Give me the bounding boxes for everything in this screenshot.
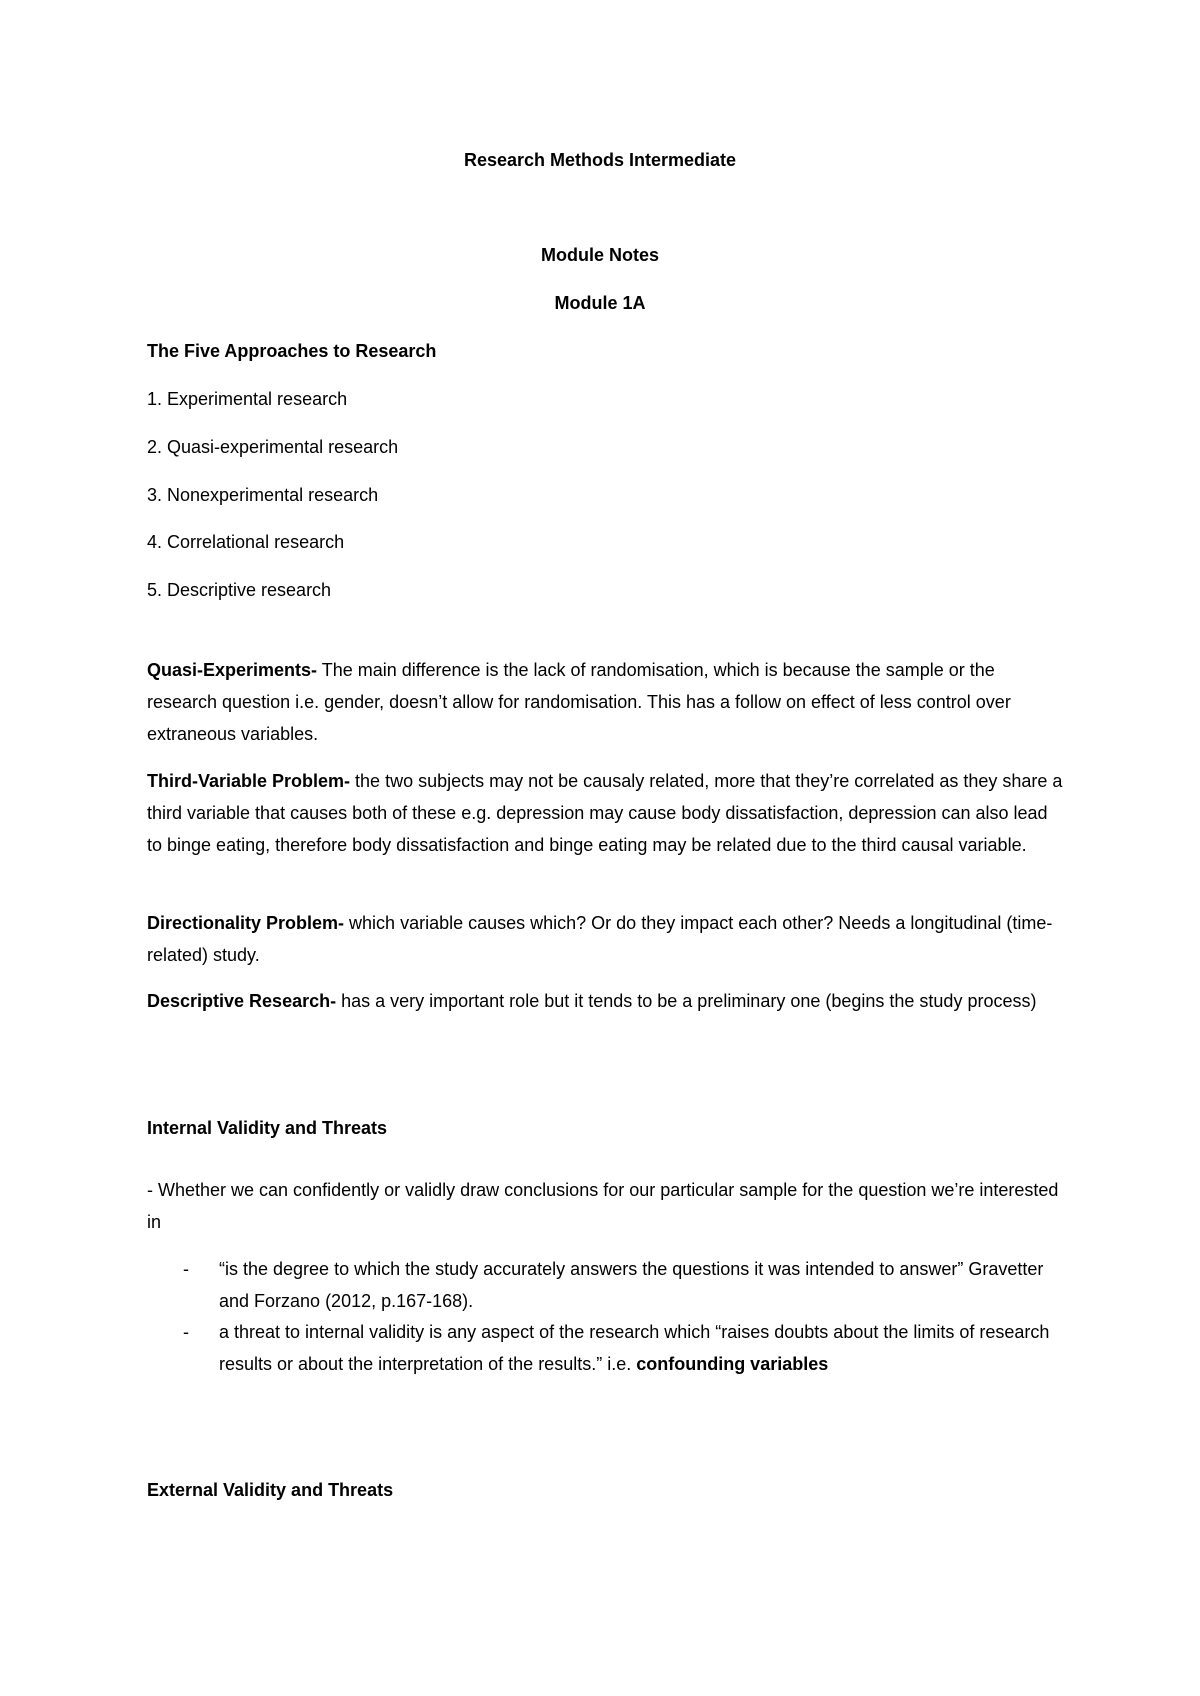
approach-item: 3. Nonexperimental research bbox=[147, 485, 379, 505]
internal-validity-bullet: “is the degree to which the study accurately answers the questions it was intended to answer” Gravetter and Forzano (2012, p.167-168). bbox=[219, 1259, 1044, 1311]
bullet-text: a threat to internal validity is any aspect of the research which “raises doubts about the limits of research results or about the interpretation of the results.” i.e. bbox=[219, 1322, 1050, 1374]
definition-third-variable bbox=[147, 765, 1067, 861]
definition-directionality bbox=[147, 907, 1067, 971]
external-validity-heading: External Validity and Threats bbox=[147, 1480, 394, 1500]
approach-item: 4. Correlational research bbox=[147, 532, 345, 552]
definition-term: Descriptive Research- bbox=[147, 991, 337, 1011]
definition-text: The main difference is the lack of randomisation, which is because the sample or the research question i.e. gender, doesn’t allow for randomisation. This has a follow on effect of less control over extraneous variables. bbox=[147, 660, 1011, 744]
definition-term: Directionality Problem- bbox=[147, 913, 345, 933]
definition-text: has a very important role but it tends to be a preliminary one (begins the study process) bbox=[336, 991, 1037, 1011]
module-notes-heading: Module Notes bbox=[540, 245, 659, 265]
document-title: Research Methods Intermediate bbox=[463, 150, 737, 170]
approach-item: 1. Experimental research bbox=[147, 389, 348, 409]
approach-item: 2. Quasi-experimental research bbox=[147, 437, 399, 457]
approach-item: 5. Descriptive research bbox=[147, 580, 332, 600]
module-id-heading: Module 1A bbox=[554, 293, 646, 313]
internal-validity-heading: Internal Validity and Threats bbox=[147, 1118, 388, 1138]
internal-validity-bullet bbox=[219, 1316, 1059, 1380]
definition-descriptive-research bbox=[147, 985, 1067, 1017]
approaches-heading: The Five Approaches to Research bbox=[147, 341, 437, 361]
bullet-marker: - bbox=[183, 1322, 189, 1342]
definition-text: which variable causes which? Or do they impact each other? Needs a longitudinal (time-related) study. bbox=[147, 913, 1053, 965]
definition-term: Third-Variable Problem- bbox=[147, 771, 351, 791]
definition-quasi-experiments bbox=[147, 654, 1067, 750]
confounding-variables-term: confounding variables bbox=[636, 1354, 829, 1374]
definition-term: Quasi-Experiments- bbox=[147, 660, 318, 680]
internal-validity-intro: - Whether we can confidently or validly draw conclusions for our particular sample for the question we’re interested in bbox=[147, 1180, 1059, 1232]
definition-text: the two subjects may not be causaly related, more that they’re correlated as they share a third variable that causes both of these e.g. depression may cause body dissatisfaction, depression can also lead to binge eating, therefore body dissatisfaction and binge eating may be related due to the third causal variable. bbox=[147, 771, 1063, 855]
bullet-marker: - bbox=[183, 1259, 189, 1279]
